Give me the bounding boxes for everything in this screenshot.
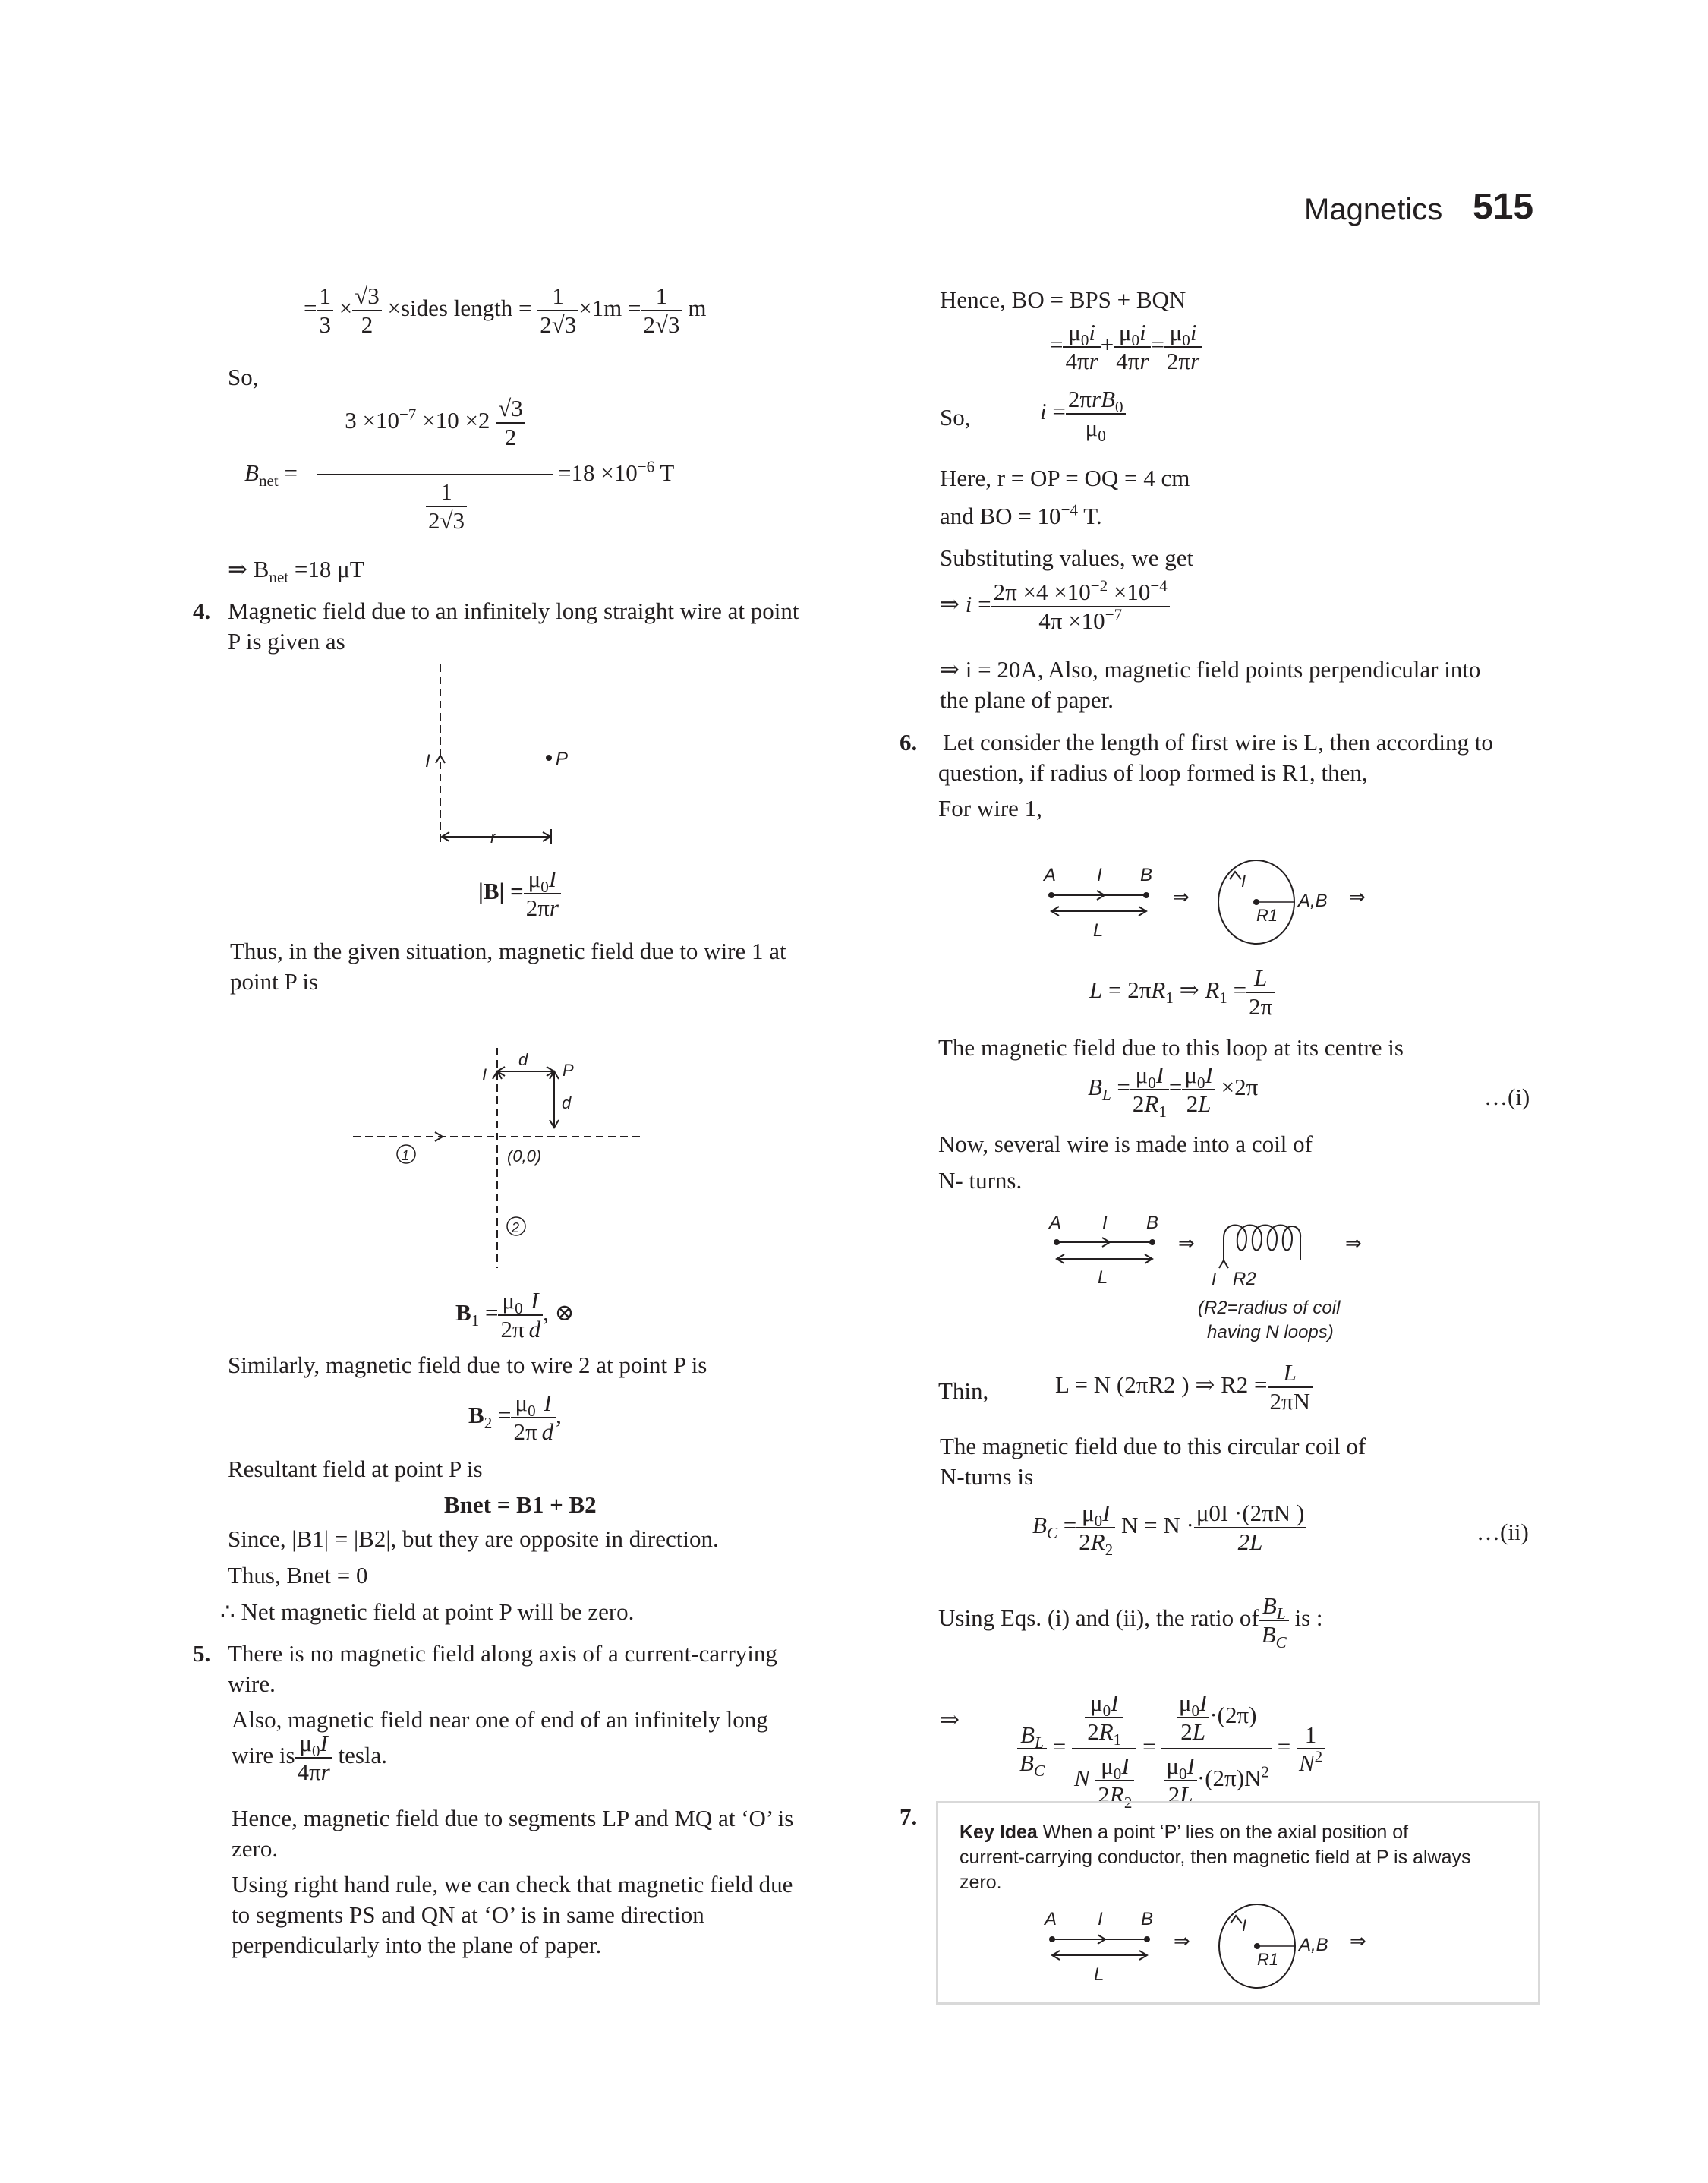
fig-straight-wire — [410, 661, 577, 858]
thin-formula: L = N (2πR2 ) ⇒ R2 = $\frac{L}{2\pi N}$ — [1055, 1359, 1313, 1415]
k-loop-arrow — [1231, 1916, 1242, 1923]
fig3-I: I — [1097, 865, 1102, 885]
fig1-label-P: P — [556, 749, 569, 769]
loop-current-arrow — [1230, 872, 1241, 879]
coil-shape — [1224, 1226, 1300, 1261]
k-implies-1: ⇒ — [1174, 1929, 1190, 1952]
thus-zero: Thus, Bnet = 0 — [228, 1562, 368, 1588]
so-right: So, — [940, 404, 971, 431]
fig-wire-to-loop — [1036, 858, 1393, 972]
fig2-label-d2: d — [562, 1093, 572, 1112]
fig1-label-r: r — [490, 828, 496, 847]
fig4-B: B — [1146, 1213, 1159, 1233]
q6-text-line2: question, if radius of loop formed is R1, then, — [938, 759, 1368, 786]
here-text: Here, r = OP = OQ = 4 cm — [940, 465, 1190, 491]
bnet-final: ⇒ $B_{net} =18$ μT — [228, 556, 364, 587]
key-idea-box — [936, 1801, 1540, 2005]
q5-text-line1: There is no magnetic field along axis of a current-carrying — [228, 1640, 777, 1667]
fig4-I2: I — [1212, 1270, 1217, 1289]
therefore-text: ∴ Net magnetic field at point P will be zero. — [220, 1598, 635, 1625]
similarly-text: Similarly, magnetic field due to wire 2 at point P is — [228, 1352, 707, 1378]
also-text-line1: Also, magnetic field near one of end of an infinitely long — [232, 1706, 768, 1733]
bc-formula: $B_C$ = $\frac{\mu_0I}{2R_2}$ N = N · $\frac{\mu 0I \cdot(2\pi N )}{2L}$ — [1032, 1500, 1306, 1555]
fig5-A: A — [1045, 1909, 1057, 1929]
q5-number: 5. — [193, 1640, 211, 1667]
implies-arrow-1: ⇒ — [1173, 885, 1190, 908]
so-label: So, — [228, 364, 259, 390]
q4-number: 4. — [193, 598, 211, 624]
and-bo: and BO = $10^{-4}$ T. — [940, 500, 1102, 529]
fig4-caption1: (R2=radius of coil — [1198, 1298, 1341, 1318]
fig5-I2: I — [1242, 1916, 1247, 1935]
thus-text-line1: Thus, in the given situation, magnetic field due to wire 1 at — [230, 938, 786, 964]
fig-key-idea — [1037, 1901, 1394, 1999]
fig3-AB: A,B — [1298, 891, 1328, 911]
bnet-numerator: $3 \times 10^{-7} \times 10 \times 2$ $\frac{√3}{2}$ — [317, 395, 553, 450]
bnet-denominator: $\frac{1}{2√3}$ — [317, 478, 575, 534]
hence-bo: Hence, BO = BPS + BQN — [940, 286, 1186, 313]
page-number: 515 — [1473, 187, 1534, 227]
now-text-line1: Now, several wire is made into a coil of — [938, 1131, 1313, 1157]
using-text-line2: to segments PS and QN at ‘O’ is in same direction — [232, 1901, 704, 1928]
fig3-I2: I — [1241, 872, 1246, 891]
fig-wire-to-coil — [1048, 1207, 1397, 1352]
q6-text-line3: For wire 1, — [938, 795, 1042, 822]
substituting-text: Substituting values, we get — [940, 544, 1194, 571]
q4-text-line2: P is given as — [228, 628, 345, 655]
fig3-R1: R1 — [1256, 906, 1278, 925]
fig5-L: L — [1094, 1964, 1105, 1985]
thin-label: Thin, — [938, 1377, 989, 1404]
bc-text-line1: The magnetic field due to this circular coil of — [940, 1433, 1366, 1459]
fig5-B: B — [1141, 1909, 1154, 1929]
implies-arrow-2: ⇒ — [1349, 885, 1366, 908]
i-substituted: ⇒ i = $\frac{2\pi \times 4 \times 10^{-2} \times 10^{-4}}{4\pi \times 10^{-7}}$ — [940, 579, 1170, 634]
fig5-R1: R1 — [1257, 1950, 1279, 1969]
b1-formula: $B_1$ = $\frac{\mu_0}{2\pi}$ $\frac{I}{d}$ , ⊗ — [455, 1287, 575, 1342]
running-title: Magnetics — [1304, 193, 1443, 226]
fig2-w2: 2 — [512, 1220, 520, 1235]
fig3-A: A — [1044, 865, 1057, 885]
q7-number: 7. — [900, 1803, 918, 1830]
fig2-label-I: I — [482, 1065, 487, 1084]
b2-formula: $B_2$ = $\frac{\mu_0}{2\pi}$ $\frac{I}{d}$ , — [468, 1390, 562, 1445]
fig2-label-d1: d — [518, 1050, 528, 1069]
fig4-L: L — [1098, 1267, 1108, 1288]
using-text-line3: perpendicularly into the plane of paper. — [232, 1932, 602, 1958]
fig2-label-P: P — [563, 1061, 574, 1080]
fig4-caption2: having N loops) — [1207, 1322, 1334, 1342]
fig5-AB: A,B — [1299, 1935, 1328, 1955]
coil-implies-1: ⇒ — [1178, 1232, 1195, 1254]
since-text: Since, |B1| = |B2|, but they are opposite in direction. — [228, 1525, 719, 1552]
fig4-R2: R2 — [1233, 1269, 1256, 1289]
q4-text-line1: Magnetic field due to an infinitely long straight wire at point — [228, 598, 799, 624]
bl-formula: $B_L$ = $\frac{\mu_0I}{2R_1}$ = $\frac{\mu_0I}{2L}$ ×2π — [1088, 1062, 1259, 1121]
bnet-sum: Bnet = B1 + B2 — [444, 1491, 597, 1518]
q5-text-line2: wire. — [228, 1670, 276, 1697]
fig2-origin: (0,0) — [507, 1147, 542, 1166]
bl-text: The magnetic field due to this loop at its centre is — [938, 1034, 1404, 1061]
fig4-A: A — [1049, 1213, 1062, 1233]
eq-label-i: …(i) — [1484, 1084, 1530, 1110]
resultant-text: Resultant field at point P is — [228, 1456, 483, 1482]
b-magnitude-formula: |B| = $\frac{\mu_0I}{2\pi r}$ — [478, 866, 561, 921]
point-p-dot — [546, 755, 552, 761]
bo-sum: = $\frac{\mu_0i}{4\pi r}$ + $\frac{\mu_0i}{4\pi r}$ = $\frac{\mu_0i}{2\pi r}$ — [1050, 319, 1202, 374]
fig1-label-I: I — [425, 751, 430, 771]
i-result-line2: the plane of paper. — [940, 686, 1114, 713]
ratio-arrow: ⇒ — [940, 1706, 960, 1733]
coil-implies-2: ⇒ — [1345, 1232, 1362, 1254]
fig2-w1: 1 — [402, 1148, 410, 1163]
hence-text-line1: Hence, magnetic field due to segments LP and MQ at ‘O’ is — [232, 1805, 794, 1831]
bnet-result: $=18 \times 10^{-6}$ T — [558, 457, 675, 486]
also-text-line2: wire is $\frac{\mu_0I}{4\pi r}$ tesla. — [232, 1730, 388, 1785]
bnet-fraction-bar — [317, 474, 553, 475]
fig-two-wires — [345, 1044, 649, 1276]
fig3-L: L — [1093, 920, 1104, 941]
l-equals: $L = 2\pi R_1$ ⇒ $R_1$ = $\frac{L}{2\pi}$ — [1089, 964, 1275, 1020]
q6-text-line1: Let consider the length of first wire is L, then according to — [943, 729, 1493, 756]
key-idea-text: Key Idea When a point ‘P’ lies on the axial position of current-carrying conductor, then magnetic field at P is always zero. — [960, 1822, 1471, 1893]
eq-label-ii: …(ii) — [1476, 1519, 1529, 1545]
i-result-line1: ⇒ i = 20A, Also, magnetic field points perpendicular into — [940, 656, 1481, 683]
bnet-lhs: $B_{net}$ = — [244, 459, 298, 491]
fig4-I: I — [1102, 1213, 1108, 1233]
ratio-formula: $\frac{B_L}{B_C}$ = $\frac{\mu_0I}{2R_1}$ N $\frac{\mu_0I}{2R_2}$ = $\frac{\mu_0I}{2L}$ ·(2π) $\frac{\mu_0I}{2L}$ $\cdot(2\pi)N^2$ = $\frac{1}{N^2}$ — [1017, 1689, 1325, 1809]
fig5-I: I — [1098, 1909, 1103, 1929]
using-text-line1: Using right hand rule, we can check that magnetic field due — [232, 1871, 793, 1898]
fig3-B: B — [1140, 865, 1153, 885]
k-implies-2: ⇒ — [1350, 1929, 1366, 1952]
thus-text-line2: point P is — [230, 968, 318, 995]
bc-text-line2: N-turns is — [940, 1463, 1034, 1490]
q3-line1: = $\frac{1}{3}$ × $\frac{√3}{2}$ ×sides length = $\frac{1}{2√3}$ ×1m = $\frac{1}{2√3}$ m — [304, 282, 707, 338]
coil-current-arrow — [1219, 1260, 1228, 1268]
hence-text-line2: zero. — [232, 1835, 279, 1862]
now-text-line2: N- turns. — [938, 1167, 1023, 1194]
i-formula: i = 2πrB$_0$ $\mu_0$ — [1040, 386, 1126, 441]
q6-number: 6. — [900, 729, 918, 756]
using-eqs: Using Eqs. (i) and (ii), the ratio of $\frac{B_L}{B_C}$ is : — [938, 1592, 1323, 1651]
